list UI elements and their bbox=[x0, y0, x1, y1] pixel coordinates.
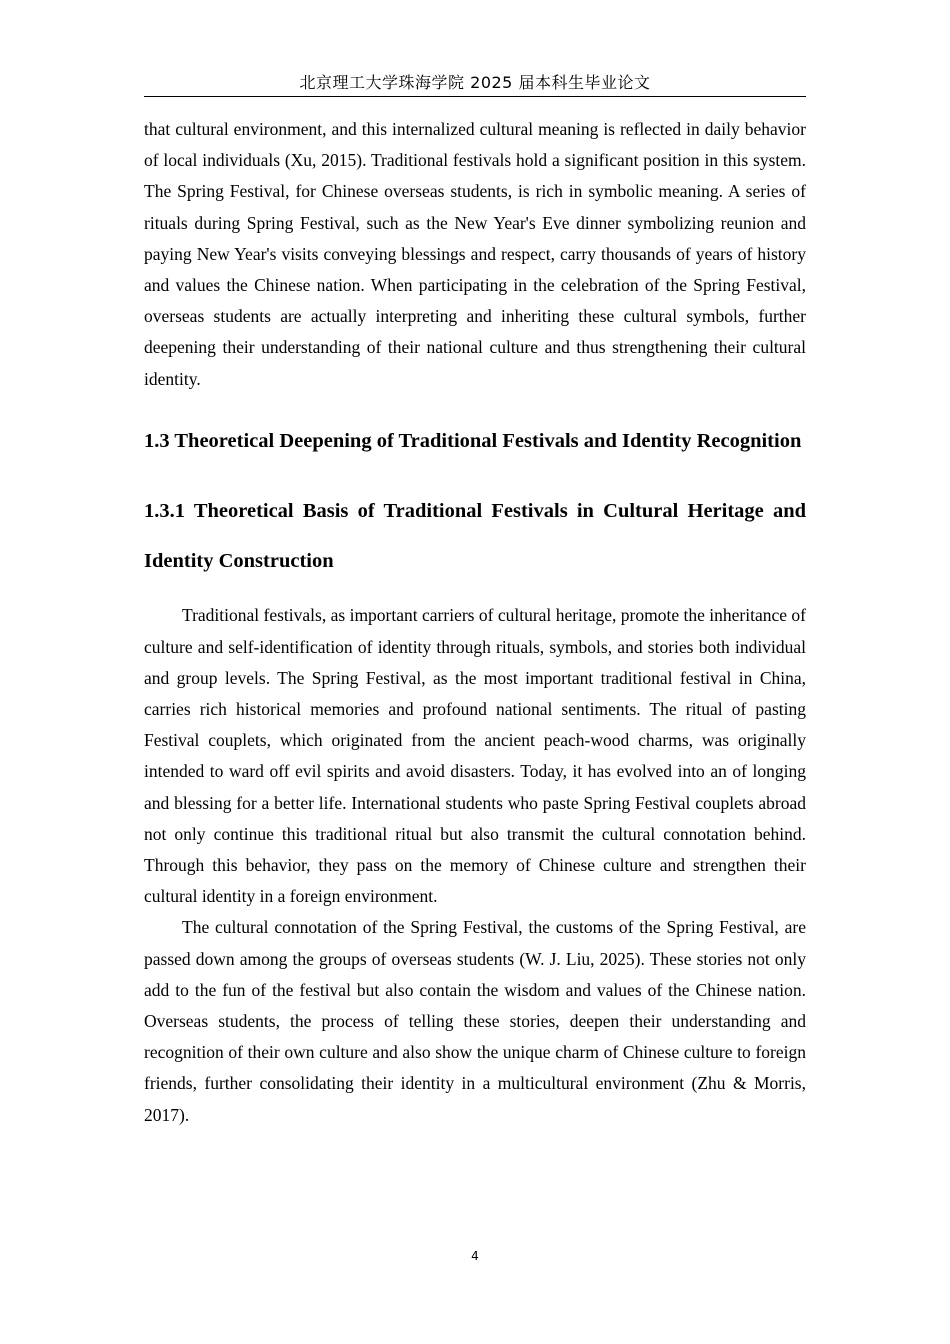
body-paragraph: The cultural connotation of the Spring Festival, the customs of the Spring Festival, are passed down among the groups of overseas students (W. J. Liu, 2025). These stories not only add to the fun of the festival but also contain the wisdom and values of the Chinese nation. Overseas students, the process of telling these stories, deepen their understanding and recognition of their own culture and also show the unique charm of Chinese culture to foreign friends, further consolidating their identity in a multicultural environment (Zhu & Morris, 2017). bbox=[144, 917, 806, 1125]
page-number: 4 bbox=[471, 1249, 479, 1263]
page-body bbox=[144, 114, 806, 1131]
running-header: 北京理工大学珠海学院 2025 届本科生毕业论文 bbox=[299, 73, 651, 92]
subsection-heading: 1.3.1 Theoretical Basis of Traditional Festivals in Cultural Heritage and Identity Construction bbox=[144, 500, 806, 572]
section-heading: 1.3 Theoretical Deepening of Traditional Festivals and Identity Recognition bbox=[144, 429, 802, 452]
body-paragraph-continued: that cultural environment, and this internalized cultural meaning is reflected in daily behavior of local individuals (Xu, 2015). Traditional festivals hold a significant position in this system. The Spring Festival, for Chinese overseas students, is rich in symbolic meaning. A series of rituals during Spring Festival, such as the New Year's Eve dinner symbolizing reunion and paying New Year's visits conveying blessings and respect, carry thousands of years of history and values the Chinese nation. When participating in the celebration of the Spring Festival, overseas students are actually interpreting and inheriting these cultural symbols, further deepening their understanding of their national culture and thus strengthening their cultural identity. bbox=[144, 119, 806, 389]
body-paragraph: Traditional festivals, as important carriers of cultural heritage, promote the inheritance of culture and self-identification of identity through rituals, symbols, and stories both individual and group levels. The Spring Festival, as the most important traditional festival in China, carries rich historical memories and profound national sentiments. The ritual of pasting Festival couplets, which originated from the ancient peach-wood charms, was originally intended to ward off evil spirits and avoid disasters. Today, it has evolved into an of longing and blessing for a better life. International students who paste Spring Festival couplets abroad not only continue this traditional ritual but also transmit the cultural connotation behind. Through this behavior, they pass on the memory of Chinese culture and strengthen their cultural identity in a foreign environment. bbox=[144, 605, 806, 907]
header-divider bbox=[144, 96, 806, 97]
